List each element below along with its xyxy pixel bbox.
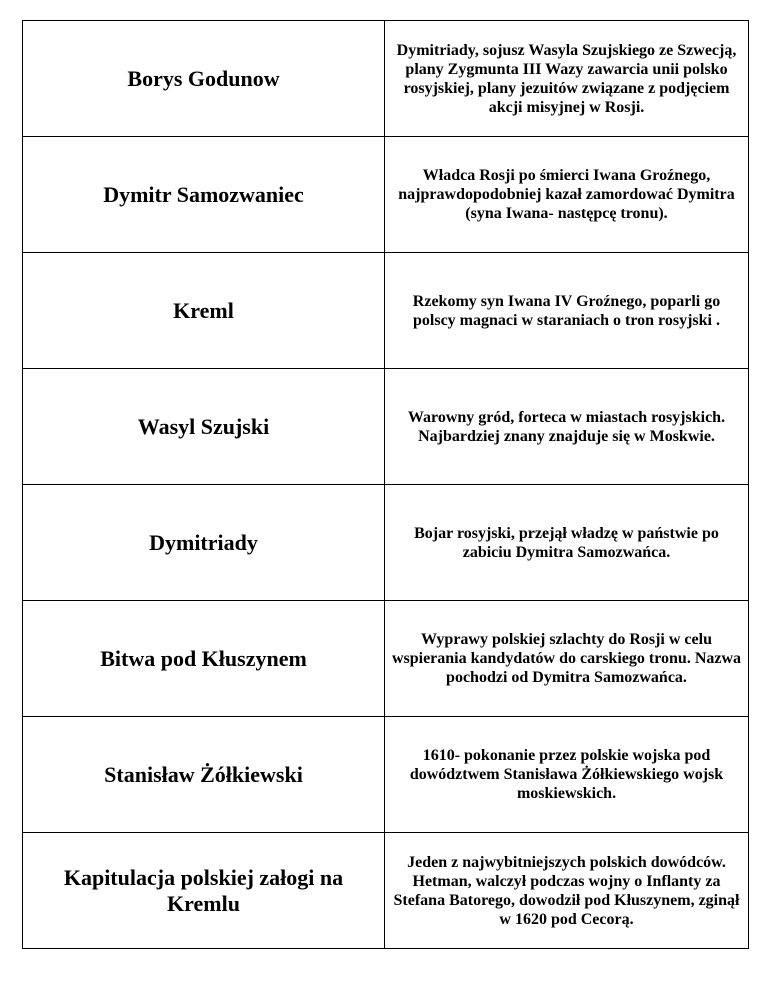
matching-table xyxy=(22,20,749,949)
definition-cell: Dymitriady, sojusz Wasyla Szujskiego ze Szwecją, plany Zygmunta III Wazy zawarcia unii polsko rosyjskiej, plany jezuitów związane z podjęciem akcji misyjnej w Rosji. xyxy=(385,21,749,137)
term-cell: Bitwa pod Kłuszynem xyxy=(23,601,385,717)
table-row xyxy=(23,137,749,253)
term-cell: Borys Godunow xyxy=(23,21,385,137)
term-cell: Kreml xyxy=(23,253,385,369)
term-cell: Kapitulacja polskiej załogi na Kremlu xyxy=(23,833,385,949)
table-row xyxy=(23,717,749,833)
definition-cell: Wyprawy polskiej szlachty do Rosji w celu wspierania kandydatów do carskiego tronu. Nazwa pochodzi od Dymitra Samozwańca. xyxy=(385,601,749,717)
term-cell: Stanisław Żółkiewski xyxy=(23,717,385,833)
table-row xyxy=(23,833,749,949)
table-row xyxy=(23,21,749,137)
term-cell: Dymitr Samozwaniec xyxy=(23,137,385,253)
definition-cell: Bojar rosyjski, przejął władzę w państwie po zabiciu Dymitra Samozwańca. xyxy=(385,485,749,601)
table-row xyxy=(23,253,749,369)
definition-cell: Warowny gród, forteca w miastach rosyjskich. Najbardziej znany znajduje się w Moskwie. xyxy=(385,369,749,485)
definition-cell: Jeden z najwybitniejszych polskich dowódców. Hetman, walczył podczas wojny o Inflanty za Stefana Batorego, dowodził pod Kłuszynem, zginął w 1620 pod Cecorą. xyxy=(385,833,749,949)
table-row xyxy=(23,601,749,717)
table-row xyxy=(23,369,749,485)
term-cell: Dymitriady xyxy=(23,485,385,601)
definition-cell: 1610- pokonanie przez polskie wojska pod dowództwem Stanisława Żółkiewskiego wojsk moskiewskich. xyxy=(385,717,749,833)
definition-cell: Rzekomy syn Iwana IV Groźnego, poparli go polscy magnaci w staraniach o tron rosyjski . xyxy=(385,253,749,369)
table-row xyxy=(23,485,749,601)
definition-cell: Władca Rosji po śmierci Iwana Groźnego, najprawdopodobniej kazał zamordować Dymitra (syna Iwana- następcę tronu). xyxy=(385,137,749,253)
term-cell: Wasyl Szujski xyxy=(23,369,385,485)
